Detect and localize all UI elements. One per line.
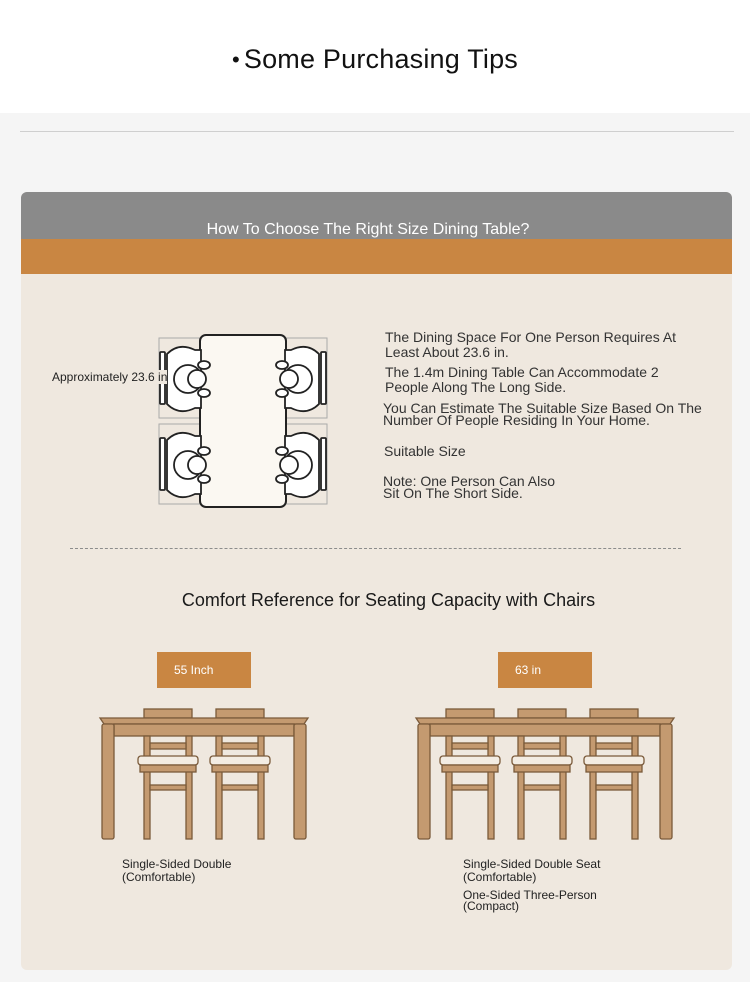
comfort-title: Comfort Reference for Seating Capacity with Chairs <box>181 590 596 610</box>
card-header-band <box>21 239 732 274</box>
note-suitable-size: Suitable Size <box>384 443 466 459</box>
card-title: How To Choose The Right Size Dining Table? <box>206 221 530 238</box>
note-estimate-size: You Can Estimate The Suitable Size Based On The Number Of People Residing In Your Home. <box>383 400 702 428</box>
dimension-label: Approximately 23.6 in <box>52 370 168 384</box>
table-two-chairs-icon <box>98 707 310 842</box>
caption-double-seat-comfortable: Single-Sided Double Seat (Comfortable) <box>463 857 601 884</box>
size-tag-63: 63 in <box>498 652 592 688</box>
table-top-view-icon <box>157 332 333 508</box>
page-title <box>0 44 750 75</box>
title-bullet: • <box>231 47 240 72</box>
info-card <box>21 192 732 970</box>
title-text: Some Purchasing Tips <box>243 44 519 74</box>
caption-three-compact: One-Sided Three-Person (Compact) <box>463 888 597 913</box>
caption-two-comfortable: Single-Sided Double (Comfortable) <box>122 857 232 884</box>
dashed-divider <box>70 548 681 549</box>
size-tag-55: 55 Inch <box>157 652 251 688</box>
note-long-side-capacity: The 1.4m Dining Table Can Accommodate 2 People Along The Long Side. <box>385 364 659 395</box>
note-space-per-person: The Dining Space For One Person Requires At Least About 23.6 in. <box>385 329 677 360</box>
note-short-side: Note: One Person Can Also Sit On The Short Side. <box>383 473 555 501</box>
table-three-chairs-icon <box>414 707 676 842</box>
header-divider <box>20 131 734 132</box>
